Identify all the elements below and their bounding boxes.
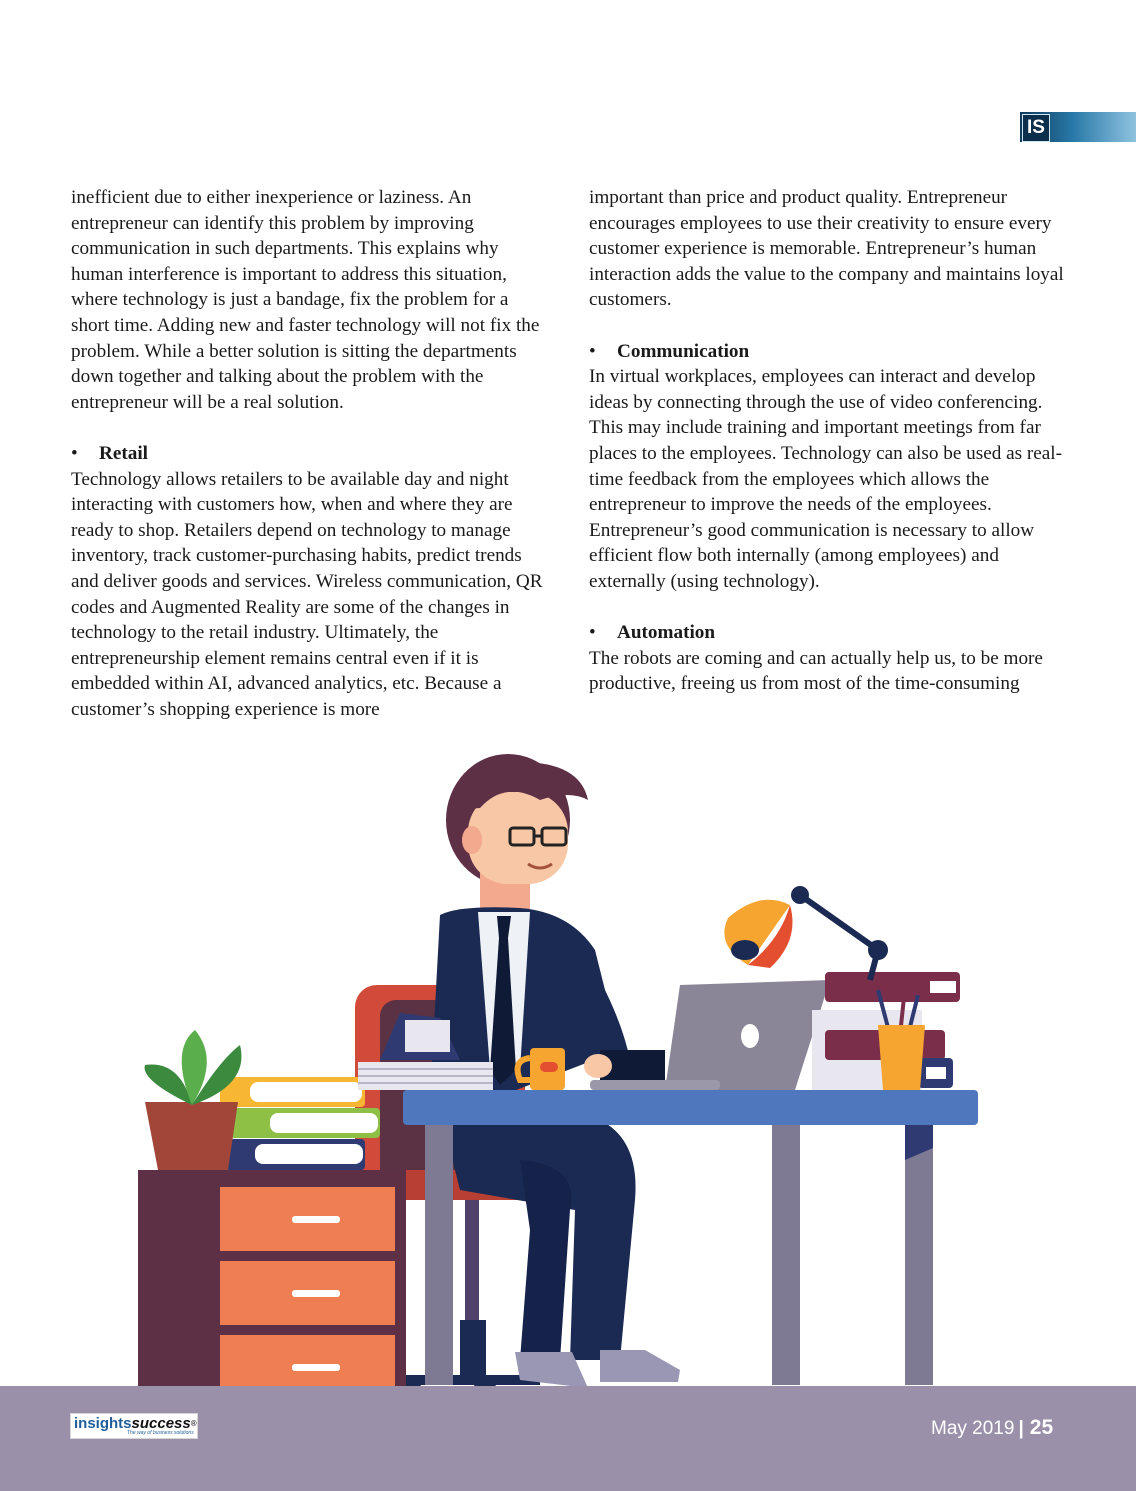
communication-paragraph: In virtual workplaces, employees can interact and develop ideas by connecting through the use of video conferencing. This may include training and important meetings from far places to the employees. Technology can also be used as real-time feedback from the employees which allows the entrepreneur to improve the needs of the employees. Entrepreneur’s good communication is necessary to allow efficient flow both internally (among employees) and externally (using technology). xyxy=(589,366,1063,592)
right-intro-paragraph: important than price and product quality. Entrepreneur encourages employees to use their creativity to ensure every customer experience is memorable. Entrepreneur’s human interaction adds the value to the company and maintains loyal customers. xyxy=(589,187,1064,311)
right-column xyxy=(589,185,1067,697)
retail-paragraph: Technology allows retailers to be available day and night interacting with customers how, when and where they are ready to shop. Retailers depend on technology to manage inventory, track customer-purchasing habits, predict trends and deliver goods and services. Wireless communication, QR codes and Augmented Reality are some of the changes in technology to the retail industry. Ultimately, the entrepreneurship element remains central even if it is embedded within AI, advanced analytics, etc. Because a customer’s shopping experience is more xyxy=(71,468,543,720)
magazine-logo-icon: IS xyxy=(1022,114,1050,142)
retail-heading: • Retail xyxy=(71,441,549,467)
automation-paragraph: The robots are coming and can actually help us, to be more productive, freeing us from most of the time-consuming xyxy=(589,647,1043,695)
entrepreneur-at-desk-illustration xyxy=(100,740,1040,1420)
desk-lamp-icon xyxy=(724,886,888,980)
left-column xyxy=(71,185,549,722)
book-stack xyxy=(220,1077,380,1170)
page-number: 25 xyxy=(1029,1416,1054,1439)
drawer-cabinet xyxy=(138,1170,406,1410)
automation-heading: • Automation xyxy=(589,620,1067,646)
bullet-icon: • xyxy=(589,622,596,644)
issue-date: May 2019 xyxy=(931,1418,1015,1439)
bullet-icon: • xyxy=(589,340,596,362)
pen-holder-icon xyxy=(878,988,925,1090)
footer-separator: | xyxy=(1018,1418,1024,1439)
bullet-icon: • xyxy=(71,442,78,464)
insights-success-logo: insightssuccess® The way of business solutions xyxy=(70,1413,198,1439)
brand-tagline: The way of business solutions xyxy=(127,1430,194,1436)
issue-and-page xyxy=(931,1416,1053,1441)
header-tab xyxy=(1020,112,1136,142)
left-intro-paragraph: inefficient due to either inexperience or laziness. An entrepreneur can identify this problem by improving communication in such departments. This explains why human interference is important to address this situation, where technology is just a bandage, fix the problem for a short time. Adding new and faster technology will not fix the problem. While a better solution is sitting the departments down together and talking about the problem with the entrepreneur will be a real solution. xyxy=(71,187,540,413)
communication-heading: • Communication xyxy=(589,339,1067,365)
